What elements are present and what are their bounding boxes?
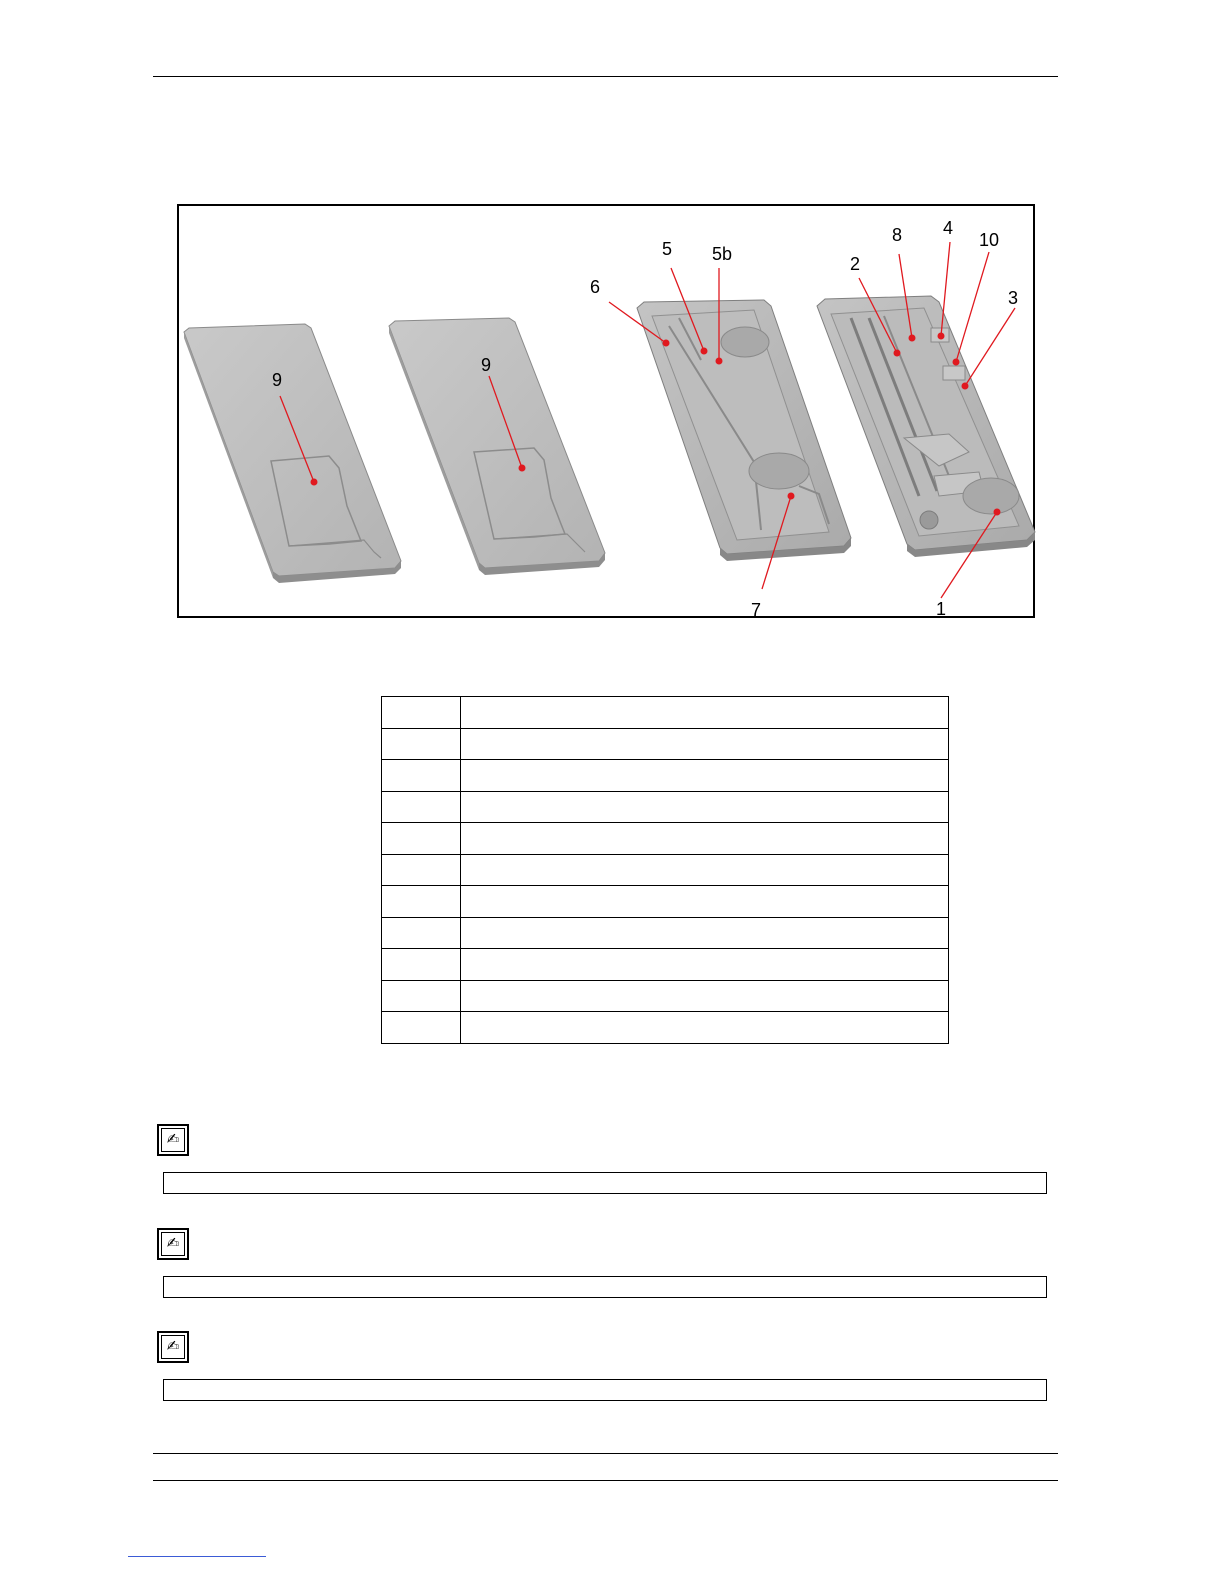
table-row [382, 886, 949, 918]
legend-description-cell [461, 728, 949, 760]
table-row [382, 917, 949, 949]
legend-number-cell [382, 697, 461, 729]
table-row [382, 949, 949, 981]
parts-legend-table [381, 696, 949, 1044]
table-row [382, 980, 949, 1012]
legend-number-cell [382, 1012, 461, 1044]
callout-10: 10 [979, 230, 1000, 250]
footer-rule-lower [153, 1480, 1058, 1481]
legend-number-cell [382, 823, 461, 855]
tray-illustration [179, 206, 1037, 620]
tray-center-right [637, 300, 851, 561]
legend-number-cell [382, 728, 461, 760]
legend-description-cell [461, 886, 949, 918]
legend-number-cell [382, 854, 461, 886]
callout-9-left: 9 [272, 370, 283, 390]
note-3-text-box [163, 1379, 1047, 1401]
callout-3: 3 [1008, 288, 1019, 308]
table-row [382, 791, 949, 823]
callout-5b: 5b [712, 244, 733, 264]
note-2-text-box [163, 1276, 1047, 1298]
legend-description-cell [461, 854, 949, 886]
legend-description-cell [461, 823, 949, 855]
lid-center-left [389, 318, 605, 575]
callout-1: 1 [936, 599, 947, 619]
table-row [382, 1012, 949, 1044]
legend-description-cell [461, 980, 949, 1012]
callout-5: 5 [662, 239, 673, 259]
legend-description-cell [461, 917, 949, 949]
callout-2: 2 [850, 254, 861, 274]
lid-left [184, 324, 401, 583]
header-rule [153, 76, 1058, 77]
legend-number-cell [382, 949, 461, 981]
legend-number-cell [382, 917, 461, 949]
legend-description-cell [461, 697, 949, 729]
legend-description-cell [461, 1012, 949, 1044]
footer-rule-upper [153, 1453, 1058, 1454]
tray-parts-figure [177, 204, 1035, 618]
legend-number-cell [382, 760, 461, 792]
legend-number-cell [382, 791, 461, 823]
legend-number-cell [382, 886, 461, 918]
table-row [382, 854, 949, 886]
tray-right [817, 296, 1035, 557]
table-row [382, 697, 949, 729]
callout-7: 7 [751, 600, 762, 620]
table-row [382, 760, 949, 792]
callout-4: 4 [943, 218, 954, 238]
table-row [382, 823, 949, 855]
table-row [382, 728, 949, 760]
note-1-text-box [163, 1172, 1047, 1194]
legend-description-cell [461, 791, 949, 823]
callout-8: 8 [892, 225, 903, 245]
callout-9-center: 9 [481, 355, 492, 375]
legend-description-cell [461, 760, 949, 792]
footer-link[interactable] [128, 1556, 266, 1557]
legend-description-cell [461, 949, 949, 981]
callout-6: 6 [590, 277, 601, 297]
legend-number-cell [382, 980, 461, 1012]
